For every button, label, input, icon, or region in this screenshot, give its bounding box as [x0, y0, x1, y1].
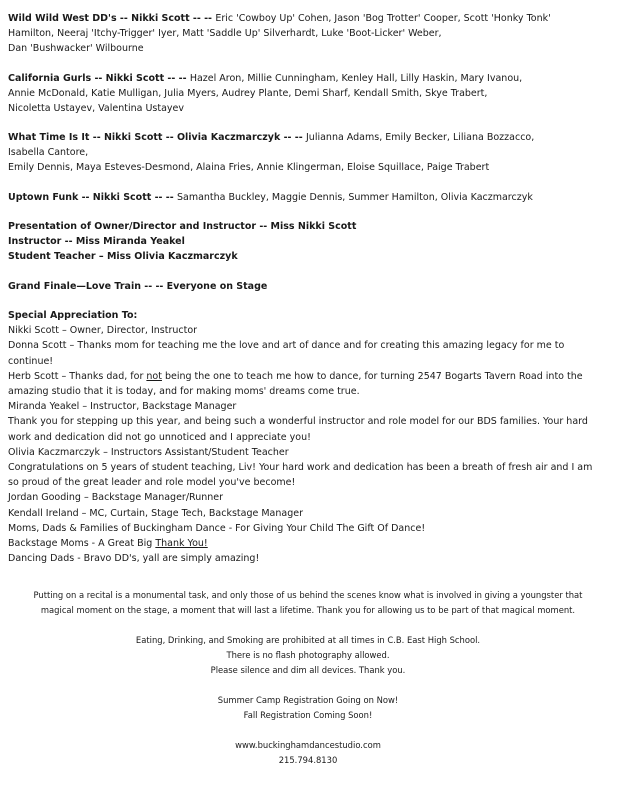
presentation-line: Student Teacher – Miss Olivia Kaczmarczyk [8, 251, 238, 262]
act-title: What Time Is It -- Nikki Scott -- Olivia Kaczmarczyk -- -- [8, 132, 306, 143]
recital-note: Putting on a recital is a monumental task, and only those of us behind the scenes know what is involved in giving a youngster that [33, 590, 583, 601]
act-cast: Annie McDonald, Katie Mulligan, Julia Myers, Audrey Plante, Demi Sharf, Kendall Smith, Skye Trabert, [8, 87, 488, 99]
act-wild-wild-west [8, 11, 608, 56]
registration-line: Summer Camp Registration Going on Now! [217, 695, 399, 706]
appreciation-line: Kendall Ireland – MC, Curtain, Stage Tech, Backstage Manager [8, 507, 303, 519]
act-title: California Gurls -- Nikki Scott -- -- [8, 72, 190, 84]
act-cast: Hamilton, Neeraj 'Itchy-Trigger' Iyer, Matt 'Saddle Up' Silverhardt, Luke 'Boot-Licker' Weber, [8, 28, 442, 39]
presentation-line: Instructor -- Miss Miranda Yeakel [8, 236, 185, 247]
act-cast: Samantha Buckley, Maggie Dennis, Summer Hamilton, Olivia Kaczmarczyk [176, 191, 533, 203]
act-cast: Julianna Adams, Emily Becker, Liliana Bozzacco, [306, 132, 535, 143]
appreciation-line: Miranda Yeakel – Instructor, Backstage Manager [8, 401, 237, 413]
appreciation-line: Olivia Kaczmarczyk – Instructors Assistant/Student Teacher [8, 446, 289, 458]
appreciation-line-moms: Backstage Moms - A Great Big Thank You! [8, 538, 208, 550]
presentation-line: Presentation of Owner/Director and Instructor -- Miss Nikki Scott [8, 221, 357, 232]
rule-line: There is no flash photography allowed. [226, 650, 390, 661]
act-uptown-funk [8, 190, 608, 205]
act-cast: Hazel Aron, Millie Cunningham, Kenley Hall, Lilly Haskin, Mary Ivanou, [189, 72, 523, 84]
underlined-thank-you: Thank You! [155, 538, 208, 550]
recital-note: magical moment on the stage, a moment that will last a lifetime. Thank you for allowing us to be part of that magical moment. [40, 605, 576, 616]
appreciation-line: Moms, Dads & Families of Buckingham Dance - For Giving Your Child The Gift Of Dance! [8, 522, 426, 534]
website-link[interactable]: www.buckinghamdancestudio.com [235, 740, 381, 751]
appreciation-line: Nikki Scott – Owner, Director, Instructor [8, 325, 198, 337]
act-cast: Nicoletta Ustayev, Valentina Ustayev [8, 102, 184, 114]
rule-line: Please silence and dim all devices. Thank you. [210, 665, 406, 676]
appreciation-line: Dancing Dads - Bravo DD's, yall are simply amazing! [8, 553, 260, 565]
appreciation-line: so proud of the great leader and role model you've become! [8, 477, 296, 489]
registration-line: Fall Registration Coming Soon! [243, 710, 373, 721]
appreciation-line: Thank you for stepping up this year, and being such a wonderful instructor and role model for our BDS families. Your hard [8, 416, 588, 428]
appreciation-section [8, 308, 608, 566]
appreciation-line-herb: Herb Scott – Thanks dad, for not being the one to teach me how to dance, for turning 2547 Bogarts Tavern Road into the [8, 370, 583, 382]
act-title: Uptown Funk -- Nikki Scott -- -- [8, 191, 177, 203]
appreciation-line: continue! [8, 355, 54, 367]
appreciation-heading: Special Appreciation To: [8, 310, 138, 321]
rule-line: Eating, Drinking, and Smoking are prohibited at all times in C.B. East High School. [135, 635, 481, 646]
finale-section [8, 279, 608, 294]
act-cast: Eric 'Cowboy Up' Cohen, Jason 'Bog Trotter' Cooper, Scott 'Honky Tonk' [215, 13, 551, 24]
appreciation-line: Donna Scott – Thanks mom for teaching me the love and art of dance and for creating this amazing legacy for me to [8, 340, 565, 352]
presentation-section [8, 219, 608, 264]
appreciation-line: amazing studio that it is today, and for making moms' dreams come true. [8, 386, 360, 398]
appreciation-line: work and dedication did not go unnoticed and I appreciate you! [8, 431, 311, 443]
underlined-not: not [146, 370, 162, 382]
footer-notes [8, 588, 608, 768]
act-california-gurls [8, 71, 608, 116]
appreciation-line: Congratulations on 5 years of student teaching, Liv! Your hard work and dedication has been a breath of fresh air and I am [8, 462, 593, 474]
appreciation-line: Jordan Gooding – Backstage Manager/Runner [8, 492, 224, 504]
act-cast: Isabella Cantore, [8, 147, 89, 158]
act-what-time-is-it [8, 130, 608, 175]
act-cast: Dan 'Bushwacker' Wilbourne [8, 43, 144, 54]
act-title: Wild Wild West DD's -- Nikki Scott -- -- [8, 13, 216, 24]
act-cast: Emily Dennis, Maya Esteves-Desmond, Alaina Fries, Annie Klingerman, Eloise Squillace, Paige Trabert [8, 162, 490, 173]
finale-line: Grand Finale—Love Train -- -- Everyone on Stage [8, 280, 268, 292]
phone-number: 215.794.8130 [278, 755, 338, 766]
